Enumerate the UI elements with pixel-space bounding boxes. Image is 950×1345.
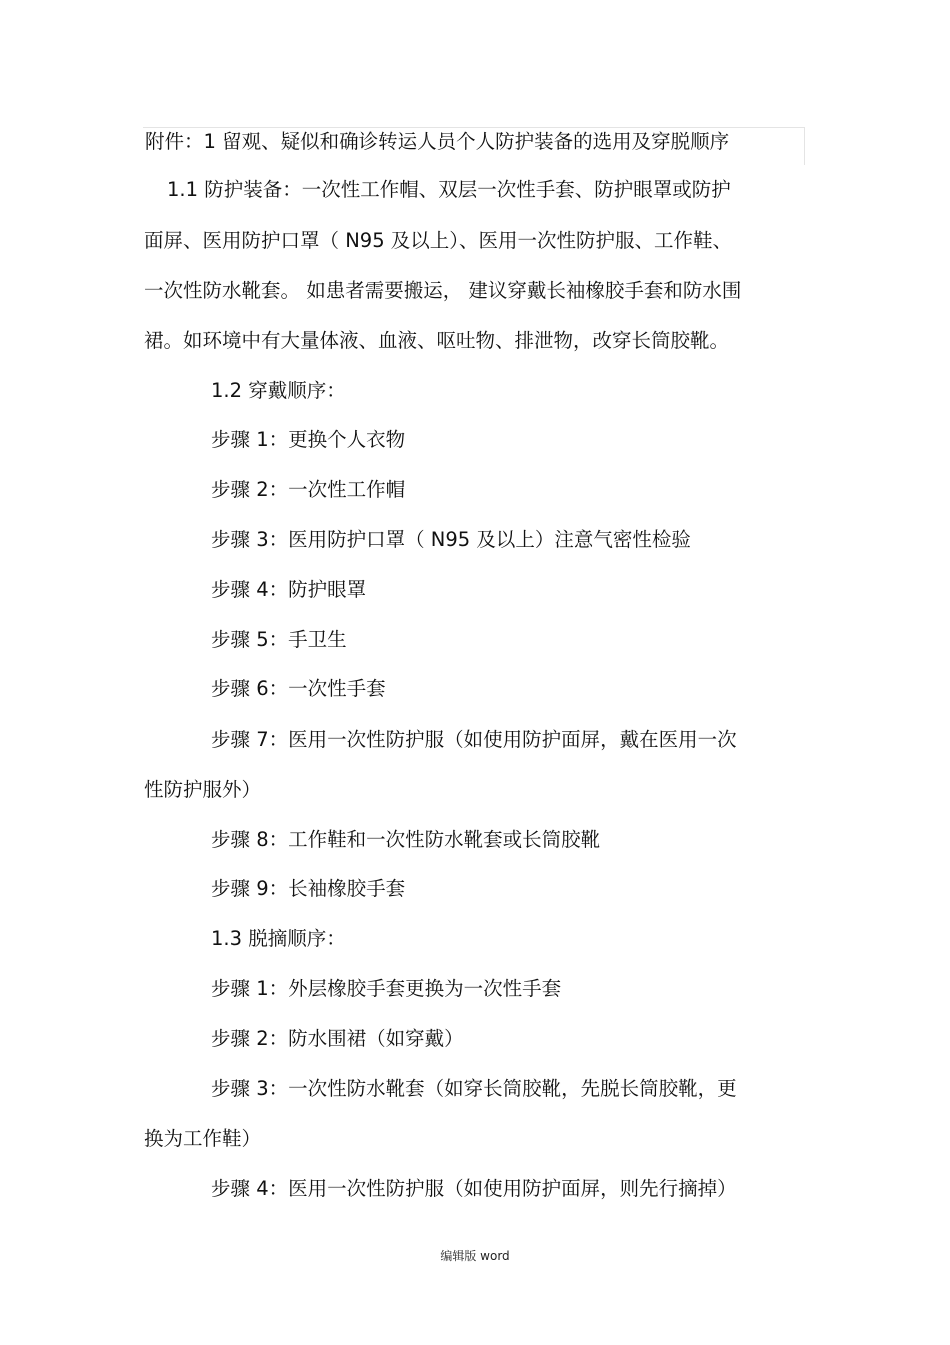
section-1-2-title: 1.2 穿戴顺序： [211,379,346,402]
step-item: 步骤 3：一次性防水靴套（如穿长筒胶靴，先脱长筒胶靴，更 [211,1077,737,1100]
page-footer: 编辑版 word [440,1249,510,1263]
step-item: 步骤 4：医用一次性防护服（如使用防护面屏，则先行摘掉） [211,1177,737,1200]
document-heading: 附件：1 留观、疑似和确诊转运人员个人防护装备的选用及穿脱顺序 [145,130,730,153]
step-item: 步骤 9：长袖橡胶手套 [211,877,406,900]
section-1-1-line: 1.1 防护装备：一次性工作帽、双层一次性手套、防护眼罩或防护 [167,178,731,201]
section-1-3-title: 1.3 脱摘顺序： [211,927,346,950]
step-item: 步骤 1：更换个人衣物 [211,428,406,451]
step-item-continuation: 换为工作鞋） [144,1127,262,1150]
section-1-1-line: 裙。如环境中有大量体液、血液、呕吐物、排泄物，改穿长筒胶靴。 [144,329,730,352]
step-item: 步骤 8：工作鞋和一次性防水靴套或长筒胶靴 [211,828,601,851]
step-item: 步骤 5：手卫生 [211,628,347,651]
step-item: 步骤 1：外层橡胶手套更换为一次性手套 [211,977,562,1000]
section-1-1-line: 一次性防水靴套。 如患者需要搬运， 建议穿戴长袖橡胶手套和防水围 [144,279,742,302]
step-item: 步骤 6：一次性手套 [211,677,386,700]
section-1-1-line: 面屏、医用防护口罩（ N95 及以上）、医用一次性防护服、工作鞋、 [144,229,733,252]
step-item-continuation: 性防护服外） [144,778,262,801]
step-item: 步骤 3：医用防护口罩（ N95 及以上）注意气密性检验 [211,528,691,551]
step-item: 步骤 2：防水围裙（如穿戴） [211,1027,464,1050]
step-item: 步骤 7：医用一次性防护服（如使用防护面屏，戴在医用一次 [211,728,737,751]
step-item: 步骤 2：一次性工作帽 [211,478,406,501]
step-item: 步骤 4：防护眼罩 [211,578,367,601]
